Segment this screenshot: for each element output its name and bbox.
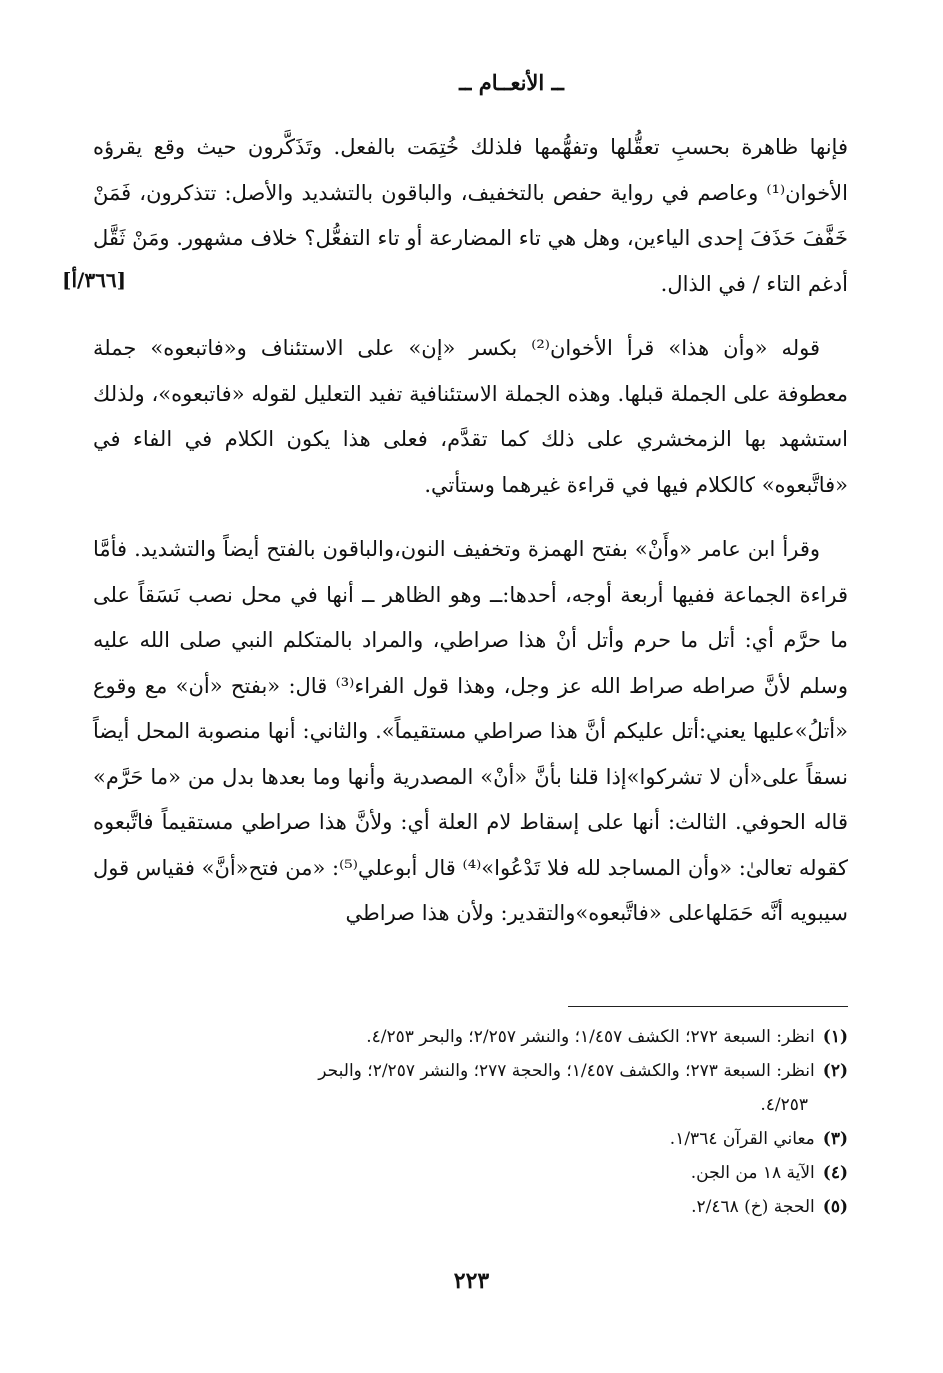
footnote-3 <box>88 1122 848 1156</box>
footnote-text: معاني القرآن ١/٣٦٤. <box>669 1129 815 1149</box>
header-title: ــ الأنعــام ــ <box>459 70 564 95</box>
page-number-text: ٢٢٣ <box>453 1268 490 1294</box>
manuscript-folio-marker: [٣٦٦/أ] <box>62 268 127 292</box>
footnote-1 <box>88 1020 848 1054</box>
footnote-text: الآية ١٨ من الجن. <box>690 1163 815 1183</box>
footnote-number: (٢) <box>822 1061 848 1081</box>
footnotes <box>88 1020 848 1224</box>
paragraph-text: فإنها ظاهرة بحسبِ تعقُّلها وتفهُّمها فلذلك خُتِمَت بالفعل. وتَذَكَّرون حيث وقع يقرؤه الأخوان⁽¹⁾ وعاصم في رواية حفص بالتخفيف، والباقون بالتشديد والأصل: تتذكرون، فَمَنْ خَفَّفَ حَذَفَ إحدى الياءين، وهل هي تاء المضارعة أو تاء التفعُّل؟ خلاف مشهور. ومَنْ ثَقَّل أدغم التاء / في الذال. <box>93 135 848 296</box>
footnote-2-continuation: ٤/٢٥٣. <box>760 1095 808 1115</box>
footnote-4 <box>88 1156 848 1190</box>
footnote-text: انظر: السبعة ٢٧٣؛ والكشف ١/٤٥٧؛ والحجة ٢٧٧؛ والنشر ٢/٢٥٧؛ والبحر <box>318 1061 815 1081</box>
paragraph-text: قوله «وأن هذا» قرأ الأخوان⁽²⁾ بكسر «إن» على الاستئناف و«فاتبعوه» جملة معطوفة على الجملة قبلها. وهذه الجملة الاستئنافية تفيد التعليل لقوله «فاتبعوه»، ولذلك استشهد بها الزمخشري على ذلك كما تقدَّم، فعلى هذا يكون الكلام في الفاء في «فاتَّبعوه» كالكلام فيها في قراءة غيرهما وستأتي. <box>93 336 848 497</box>
footnote-text: الحجة (خ) ٢/٤٦٨. <box>691 1197 815 1217</box>
footnote-number: (٣) <box>822 1129 848 1149</box>
footnote-separator <box>568 1006 848 1007</box>
page-number <box>0 1268 943 1294</box>
footnote-number: (٤) <box>822 1163 848 1183</box>
footnote-text: انظر: السبعة ٢٧٢؛ الكشف ١/٤٥٧؛ والنشر ٢/٢٥٧؛ والبحر ٤/٢٥٣. <box>366 1027 815 1047</box>
paragraph-3 <box>93 527 848 937</box>
footnote-2 <box>88 1054 848 1088</box>
paragraph-text: وقرأ ابن عامر «وأَنْ» بفتح الهمزة وتخفيف النون،والباقون بالفتح أيضاً والتشديد. فأمَّا قراءة الجماعة ففيها أربعة أوجه، أحدها:ــ وهو الظاهر ــ أنها في محل نصب نَسَقاً على ما حرَّم أي: أتل ما حرم وأتل أنْ هذا صراطي، والمراد بالمتكلم النبي صلى الله عليه وسلم لأنَّ صراطه صراط الله عز وجل، وهذا قول الفراء⁽³⁾ قال: «بفتح «أن» مع وقوع «أتلُ»عليها يعني:أتل عليكم أنَّ هذا صراطي مستقيماً». والثاني: أنها منصوبة المحل أيضاً نسقاً على«أن لا تشركوا»إذا قلنا بأنَّ «أنْ» المصدرية وأنها وما بعدها بدل من «ما حَرَّم» قاله الحوفي. الثالث: أنها على إسقاط لام العلة أي: ولأنَّ هذا صراطي مستقيماً فاتَّبعوه كقوله تعالىٰ: «وأن المساجد لله فلا تَدْعُوا»⁽⁴⁾ قال أبوعلي⁽⁵⁾: «من فتح«أنَّ» فقياس قول سيبويه أنَّه حَمَلهاعلى «فاتَّبعوه»والتقدير: ولأن هذا صراطي <box>93 537 848 925</box>
paragraph-1 <box>93 125 848 307</box>
running-header <box>0 70 943 95</box>
footnote-5 <box>88 1190 848 1224</box>
paragraph-2 <box>93 326 848 508</box>
footnote-number: (٥) <box>822 1197 848 1217</box>
footnote-number: (١) <box>822 1027 848 1047</box>
